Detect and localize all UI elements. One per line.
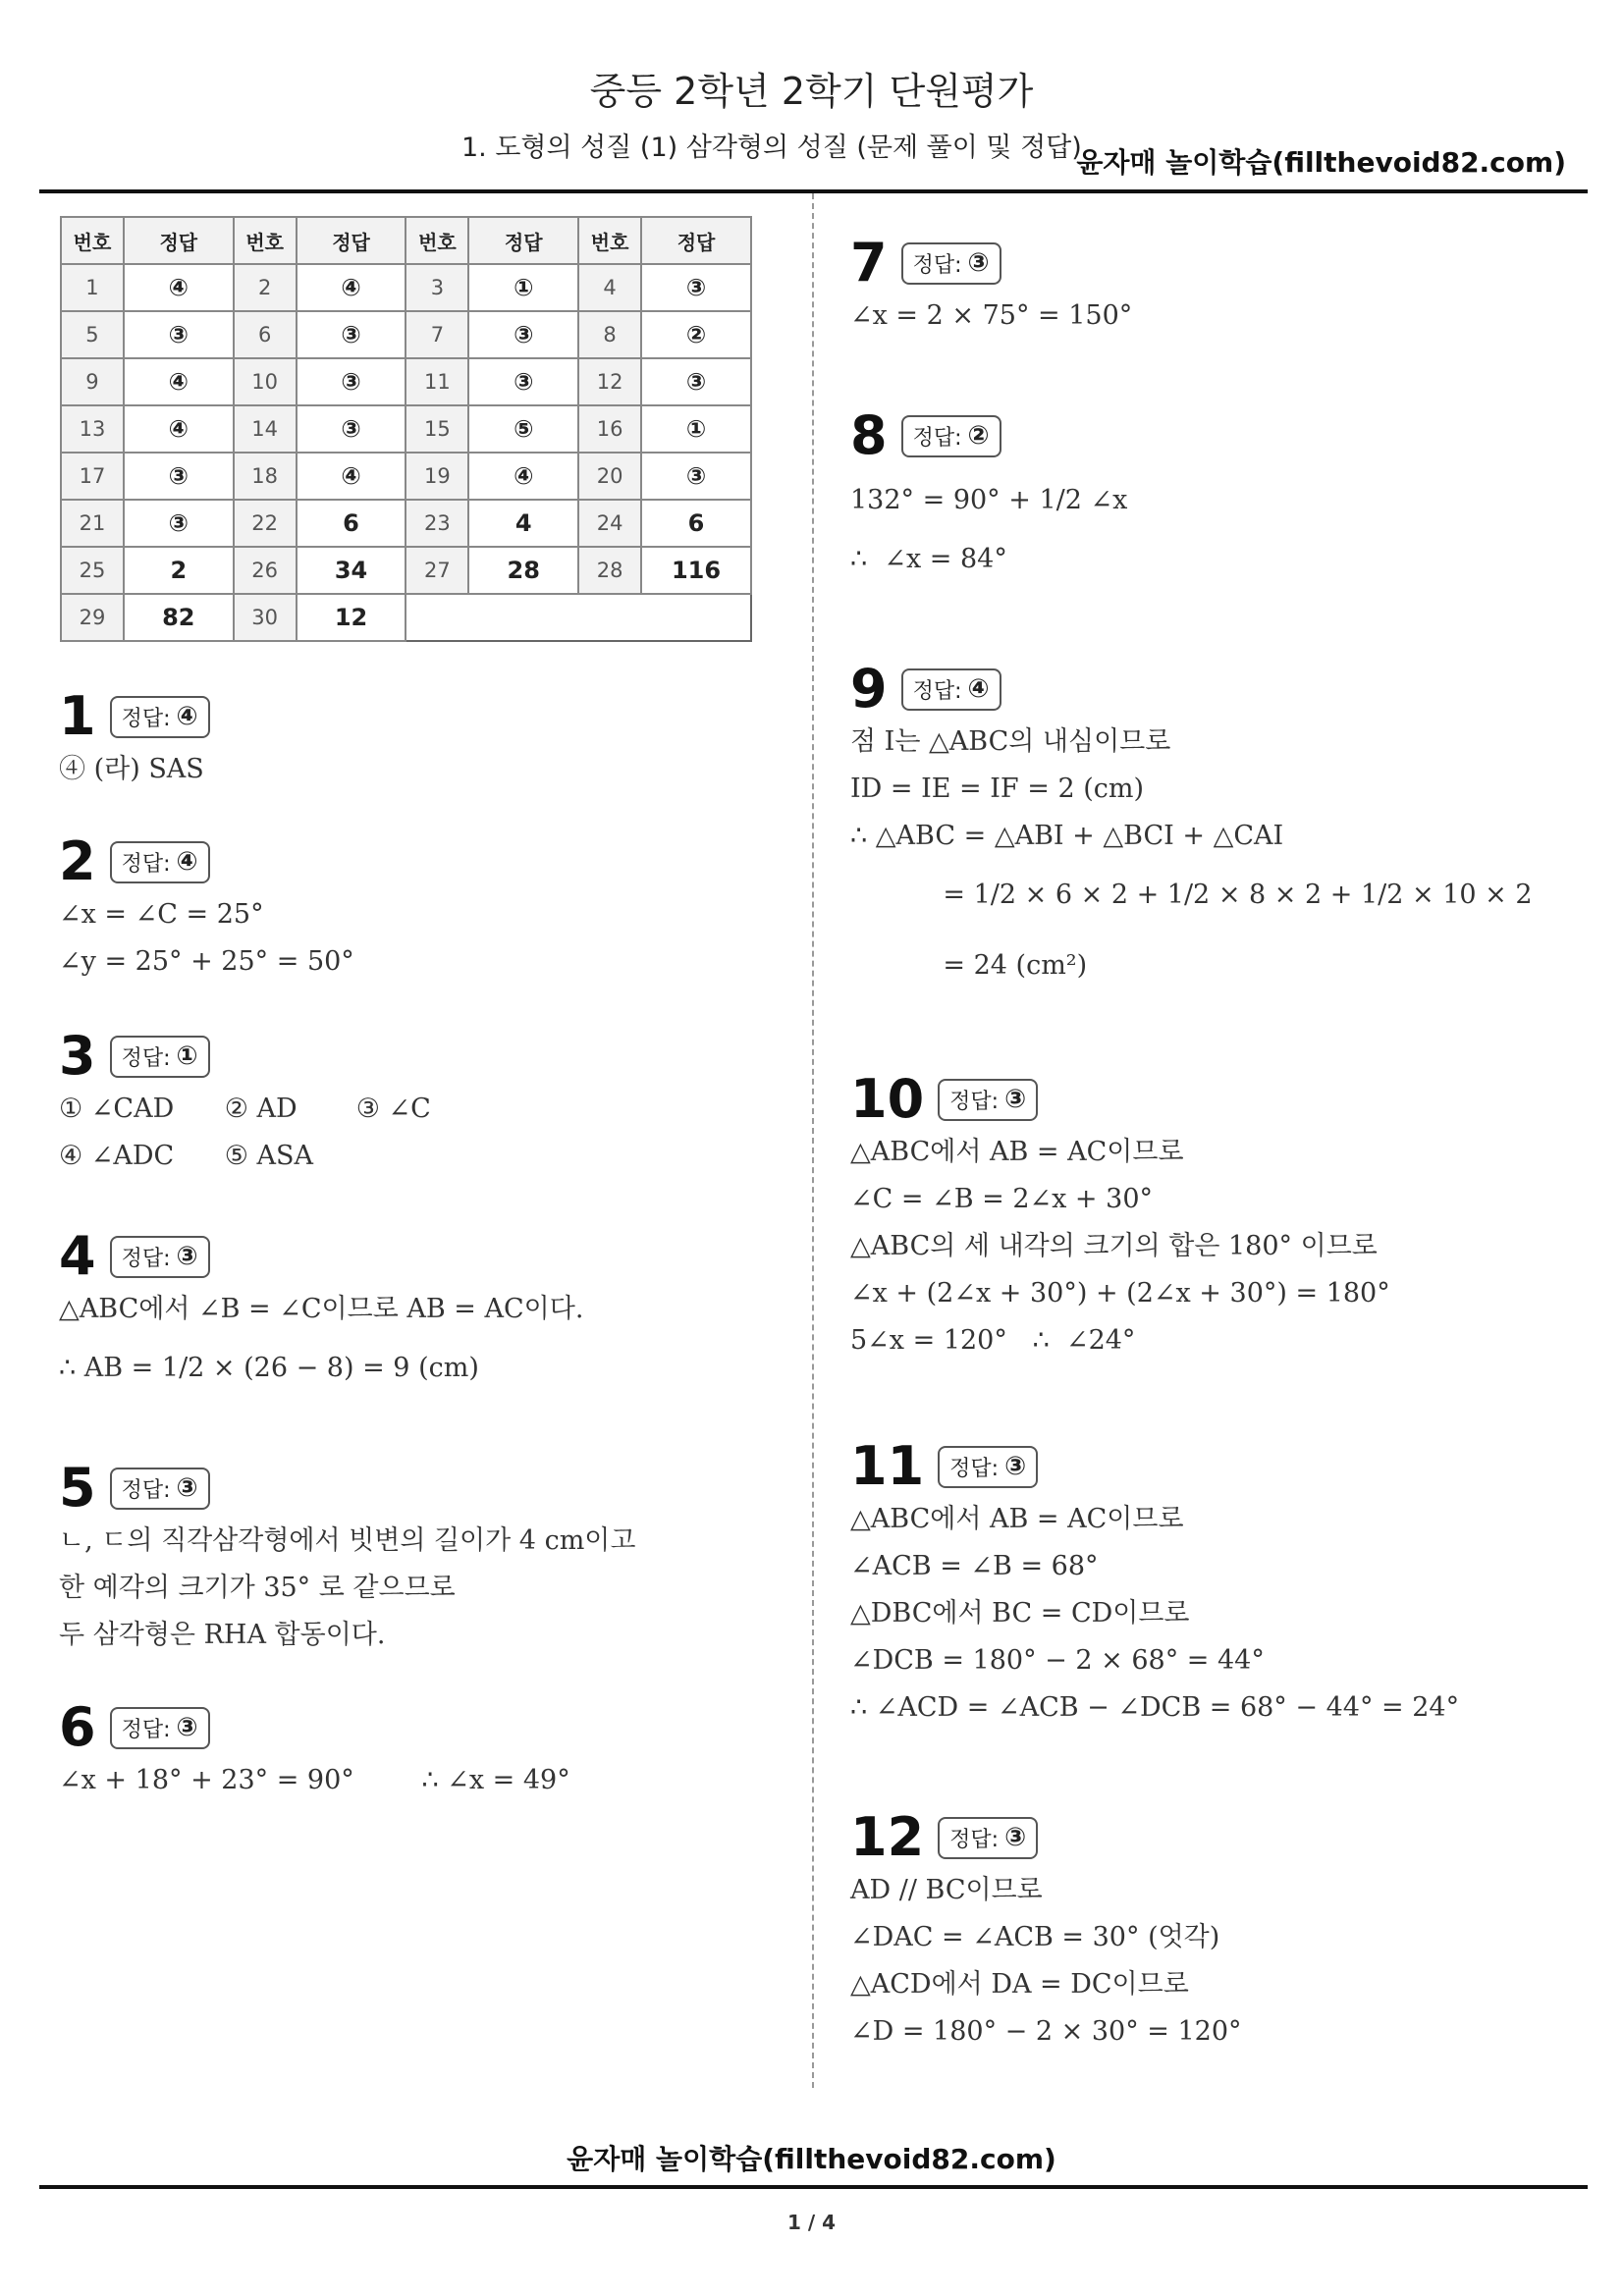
badge-label: 정답:: [121, 1045, 171, 1071]
table-row: [61, 453, 751, 500]
question-7: [850, 234, 1132, 340]
footer-rule: [39, 2185, 1588, 2189]
cell-num: 26: [234, 547, 297, 594]
cell-num: 19: [406, 453, 468, 500]
cell-num: 12: [578, 358, 641, 405]
cell-answer: ④: [297, 264, 406, 311]
cell-answer: ①: [641, 405, 751, 453]
solution-line: ∴ ∠x = 84°: [850, 544, 1007, 574]
solution-line: ① ∠CAD ② AD ③ ∠C: [59, 1094, 431, 1124]
answer-badge: [901, 668, 1001, 711]
cell-answer: ③: [468, 358, 578, 405]
question-number: 2: [59, 830, 96, 892]
question-number: 10: [850, 1068, 925, 1130]
cell-answer: ④: [468, 453, 578, 500]
badge-label: 정답:: [121, 1477, 171, 1503]
cell-answer: 28: [468, 547, 578, 594]
cell-answer: 116: [641, 547, 751, 594]
solution-line: ∠ACB = ∠B = 68°: [850, 1551, 1099, 1581]
solution-line: ∠x = ∠C = 25°: [59, 899, 264, 930]
question-number: 7: [850, 232, 888, 294]
answer-badge: [110, 1707, 210, 1749]
badge-answer: ③: [1004, 1823, 1027, 1852]
question-number: 1: [59, 685, 96, 747]
solution-line: AD // BC이므로: [850, 1875, 1043, 1905]
cell-num: 17: [61, 453, 124, 500]
cell-num: 6: [234, 311, 297, 358]
cell-answer: 6: [297, 500, 406, 547]
answer-badge: [901, 415, 1001, 457]
question-number: 11: [850, 1435, 925, 1497]
answer-badge: [110, 841, 210, 883]
answer-badge: [110, 1236, 210, 1278]
question-number: 3: [59, 1025, 96, 1087]
solution-line: △ABC에서 AB = AC이므로: [850, 1137, 1184, 1167]
header-ans: 정답: [124, 217, 234, 264]
cell-num: 8: [578, 311, 641, 358]
cell-answer: ③: [641, 264, 751, 311]
cell-num: 24: [578, 500, 641, 547]
question-3: [59, 1027, 431, 1180]
cell-num: 7: [406, 311, 468, 358]
cell-answer: ③: [297, 405, 406, 453]
cell-answer: ②: [641, 311, 751, 358]
badge-answer: ③: [1004, 1085, 1027, 1114]
badge-label: 정답:: [912, 425, 962, 451]
page-title: 중등 2학년 2학기 단원평가: [589, 70, 1034, 113]
solution-line: ∠y = 25° + 25° = 50°: [59, 946, 354, 977]
badge-label: 정답:: [121, 851, 171, 877]
cell-num: 30: [234, 594, 297, 641]
cell-answer: 82: [124, 594, 234, 641]
badge-answer: ③: [176, 1473, 198, 1503]
badge-label: 정답:: [912, 678, 962, 704]
badge-answer: ③: [1004, 1452, 1027, 1481]
badge-label: 정답:: [121, 1246, 171, 1271]
cell-answer: 34: [297, 547, 406, 594]
solution-line: △ABC에서 ∠B = ∠C이므로 AB = AC이다.: [59, 1294, 584, 1324]
header-num: 번호: [234, 217, 297, 264]
answer-badge: [938, 1079, 1038, 1121]
solution-line: ID = IE = IF = 2 (cm): [850, 774, 1145, 804]
table-row: [61, 358, 751, 405]
question-number: 8: [850, 404, 888, 466]
question-2: [59, 832, 354, 986]
question-6: [59, 1698, 570, 1804]
solution-line: 점 I는 △ABC의 내심이므로: [850, 726, 1171, 757]
badge-label: 정답:: [949, 1456, 1000, 1481]
badge-answer: ③: [176, 1242, 198, 1271]
badge-label: 정답:: [121, 1717, 171, 1742]
solution-line: = 1/2 × 6 × 2 + 1/2 × 8 × 2 + 1/2 × 10 × 2: [850, 880, 1533, 910]
table-row: [61, 311, 751, 358]
solution-line: ∠x + 18° + 23° = 90° ∴ ∠x = 49°: [59, 1765, 570, 1795]
answer-badge: [110, 1036, 210, 1078]
answer-badge: [938, 1446, 1038, 1488]
empty-cell: [406, 594, 751, 641]
cell-answer: 6: [641, 500, 751, 547]
badge-label: 정답:: [121, 706, 171, 731]
cell-num: 5: [61, 311, 124, 358]
answer-badge: [110, 696, 210, 738]
cell-num: 20: [578, 453, 641, 500]
cell-answer: ③: [641, 453, 751, 500]
cell-num: 29: [61, 594, 124, 641]
solution-line: 5∠x = 120° ∴ ∠24°: [850, 1325, 1136, 1356]
question-1: [59, 687, 210, 793]
page-number: 1 / 4: [786, 2211, 837, 2234]
solution-line: ㄴ, ㄷ의 직각삼각형에서 빗변의 길이가 4 cm이고: [59, 1525, 636, 1556]
cell-num: 23: [406, 500, 468, 547]
solution-line: 한 예각의 크기가 35° 로 같으므로: [59, 1573, 456, 1603]
cell-num: 9: [61, 358, 124, 405]
cell-answer: 12: [297, 594, 406, 641]
header-ans: 정답: [641, 217, 751, 264]
question-11: [850, 1437, 1459, 1732]
cell-num: 15: [406, 405, 468, 453]
solution-line: ∴ ∠ACD = ∠ACB − ∠DCB = 68° − 44° = 24°: [850, 1692, 1460, 1723]
question-number: 9: [850, 658, 888, 720]
solution-line: ④ ∠ADC ⑤ ASA: [59, 1141, 313, 1171]
table-row: [61, 500, 751, 547]
solution-line: ∠DCB = 180° − 2 × 68° = 44°: [850, 1645, 1265, 1676]
cell-answer: 2: [124, 547, 234, 594]
cell-answer: ③: [124, 311, 234, 358]
badge-answer: ④: [967, 674, 990, 704]
cell-answer: ④: [297, 453, 406, 500]
column-divider: [812, 193, 814, 2088]
solution-line: = 24 (cm²): [850, 950, 1088, 981]
cell-answer: ③: [297, 311, 406, 358]
badge-label: 정답:: [912, 252, 962, 278]
solution-line: ∠D = 180° − 2 × 30° = 120°: [850, 2016, 1242, 2047]
badge-answer: ③: [967, 248, 990, 278]
solution-line: ∠x + (2∠x + 30°) + (2∠x + 30°) = 180°: [850, 1278, 1390, 1308]
question-5: [59, 1459, 635, 1659]
badge-label: 정답:: [949, 1827, 1000, 1852]
question-4: [59, 1227, 583, 1404]
header-num: 번호: [578, 217, 641, 264]
cell-answer: ⑤: [468, 405, 578, 453]
question-number: 6: [59, 1696, 96, 1758]
badge-answer: ④: [176, 702, 198, 731]
cell-answer: ③: [641, 358, 751, 405]
cell-num: 11: [406, 358, 468, 405]
solution-line: ④ (라) SAS: [59, 754, 204, 784]
question-number: 5: [59, 1457, 96, 1519]
solution-line: 132° = 90° + 1/2 ∠x: [850, 485, 1128, 515]
cell-num: 10: [234, 358, 297, 405]
badge-answer: ①: [176, 1041, 198, 1071]
cell-answer: ③: [468, 311, 578, 358]
brand-header: 윤자매 놀이학습(fillthevoid82.com): [1076, 146, 1566, 179]
question-number: 4: [59, 1225, 96, 1287]
answer-badge: [938, 1817, 1038, 1859]
cell-num: 21: [61, 500, 124, 547]
solution-line: 두 삼각형은 RHA 합동이다.: [59, 1620, 386, 1650]
question-8: [850, 406, 1127, 583]
answer-badge: [110, 1468, 210, 1510]
question-10: [850, 1070, 1390, 1364]
solution-line: △DBC에서 BC = CD이므로: [850, 1598, 1190, 1629]
cell-answer: ①: [468, 264, 578, 311]
cell-num: 25: [61, 547, 124, 594]
badge-answer: ②: [967, 421, 990, 451]
table-row: [61, 594, 751, 641]
badge-label: 정답:: [949, 1089, 1000, 1114]
solution-line: △ABC에서 AB = AC이므로: [850, 1504, 1184, 1534]
solution-line: ∴ △ABC = △ABI + △BCI + △CAI: [850, 821, 1284, 851]
cell-answer: ③: [297, 358, 406, 405]
header-ans: 정답: [468, 217, 578, 264]
cell-num: 2: [234, 264, 297, 311]
cell-num: 4: [578, 264, 641, 311]
answer-table: [60, 216, 752, 642]
header-ans: 정답: [297, 217, 406, 264]
cell-num: 28: [578, 547, 641, 594]
cell-answer: ③: [124, 453, 234, 500]
cell-num: 1: [61, 264, 124, 311]
solution-line: ∴ AB = 1/2 × (26 − 8) = 9 (cm): [59, 1353, 479, 1383]
table-row: [61, 405, 751, 453]
solution-line: ∠x = 2 × 75° = 150°: [850, 300, 1133, 331]
cell-num: 3: [406, 264, 468, 311]
solution-line: ∠DAC = ∠ACB = 30° (엇각): [850, 1922, 1220, 1952]
cell-num: 22: [234, 500, 297, 547]
solution-line: ∠C = ∠B = 2∠x + 30°: [850, 1184, 1153, 1214]
question-12: [850, 1808, 1242, 2056]
header-num: 번호: [406, 217, 468, 264]
answer-table-header: [61, 217, 751, 264]
cell-answer: ③: [124, 500, 234, 547]
cell-num: 16: [578, 405, 641, 453]
table-row: [61, 547, 751, 594]
cell-num: 14: [234, 405, 297, 453]
solution-line: △ABC의 세 내각의 크기의 합은 180° 이므로: [850, 1231, 1378, 1261]
question-9: [850, 660, 1533, 1001]
solution-line: △ACD에서 DA = DC이므로: [850, 1969, 1189, 2000]
badge-answer: ③: [176, 1713, 198, 1742]
cell-answer: 4: [468, 500, 578, 547]
cell-answer: ④: [124, 264, 234, 311]
cell-num: 13: [61, 405, 124, 453]
table-row: [61, 264, 751, 311]
answer-badge: [901, 242, 1001, 285]
cell-answer: ④: [124, 358, 234, 405]
question-number: 12: [850, 1806, 925, 1868]
badge-answer: ④: [176, 847, 198, 877]
header-num: 번호: [61, 217, 124, 264]
cell-answer: ④: [124, 405, 234, 453]
brand-footer: 윤자매 놀이학습(fillthevoid82.com): [567, 2143, 1056, 2175]
cell-num: 27: [406, 547, 468, 594]
cell-num: 18: [234, 453, 297, 500]
page-subtitle: 1. 도형의 성질 (1) 삼각형의 성질 (문제 풀이 및 정답): [461, 133, 1082, 163]
